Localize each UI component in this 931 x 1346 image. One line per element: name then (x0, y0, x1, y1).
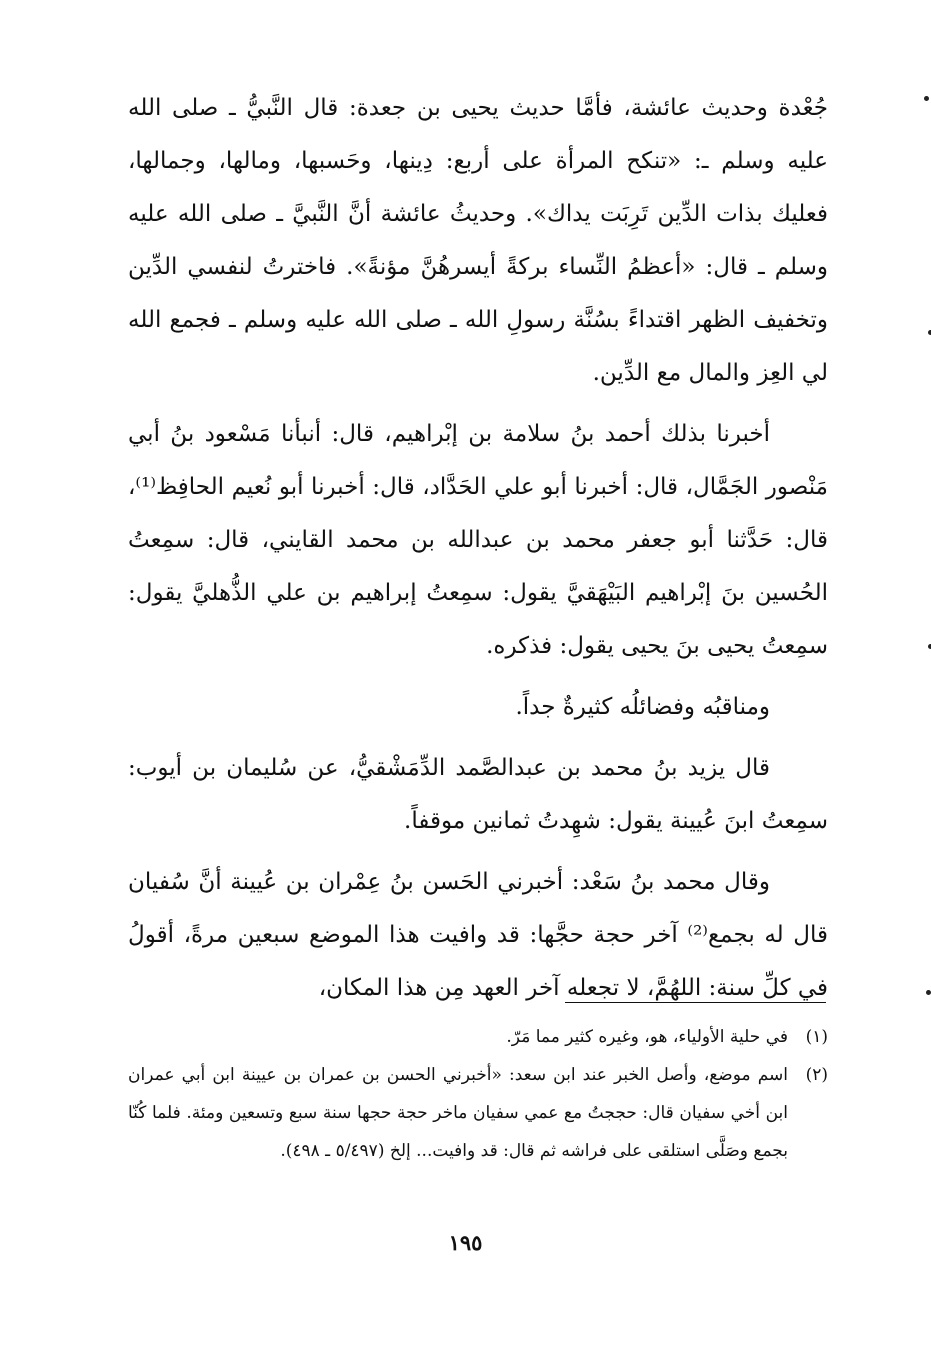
margin-mark (924, 96, 929, 101)
footnote-1 (128, 1018, 828, 1056)
footnote-number: (٢) (805, 1065, 828, 1085)
main-text-body (128, 82, 828, 1023)
paragraph-1: جُعْدة وحديث عائشة، فأمَّا حديث يحيى بن جعدة: قال النَّبيُّ ـ صلى الله عليه وسلم ـ: «تنكح المرأة على أربع: دِينها، وحَسبها، ومالها، وجمالها، فعليك بذات الدِّين تَرِبَت يداك». وحديثُ عائشة أنَّ النَّبيَّ ـ صلى الله عليه وسلم ـ قال: «أعظمُ النِّساء بركةً أيسرهُنَّ مؤنةً». فاخترتُ لنفسي الدِّين وتخفيف الظهر اقتداءً بسُنَّة رسولِ الله ـ صلى الله عليه وسلم ـ فجمع الله لي العِز والمال مع الدِّين. (128, 95, 828, 386)
paragraph-4: قال يزيد بنُ محمد بن عبدالصَّمد الدِّمَشْقيُّ، عن سُليمان بن أيوب: سمِعتُ ابنَ عُيينة يقول: شهِدتُ ثمانين موقفاً. (128, 755, 828, 834)
footnote-text: اسم موضع، وأصل الخبر عند ابن سعد: «أخبرني الحسن بن عمران بن عيينة ابن أبي عمران ابن أخي سفيان قال: حججتُ مع عمي سفيان ماخر حجة حجها سنة سبع وتسعين ومئة. فلما كُنّا بجمع وصَلَّى استلقى على فراشه ثم قال: قد وافيت... إلخ (٥/٤٩٧ ـ ٤٩٨). (128, 1065, 788, 1161)
footnote-2 (128, 1056, 828, 1170)
paragraph-2: أخبرنا بذلك أحمد بنُ سلامة بن إبْراهيم، قال: أنبأنا مَسْعود بنُ أبي مَنْصور الجَمَّال، قال: أخبرنا أبو علي الحَدَّاد، قال: أخبرنا أبو نُعيم الحافِظ⁽¹⁾، قال: حَدَّثنا أبو جعفر محمد بن عبدالله بن محمد القايني، قال: سمِعتُ الحُسين بنَ إبْراهيم البَيْهَقيَّ يقول: سمِعتُ إبراهيم بن علي الذُّهليَّ يقول: سمِعتُ يحيى بنَ يحيى يقول: فذكره. (128, 421, 828, 659)
margin-mark (926, 990, 931, 995)
paragraph-5: وقال محمد بنُ سَعْد: أخبرني الحَسن بنُ عِمْران بن عُيينة أنَّ سُفيان قال له بجمع⁽²⁾ آخر حجة حجَّها: قد وافيت هذا الموضع سبعين مرةً، أقولُ في كلِّ سنة: اللهُمَّ، لا تجعله آخر العهد مِن هذا المكان، (128, 869, 828, 1001)
footnotes (128, 1018, 828, 1170)
footnote-separator (565, 1002, 826, 1003)
paragraph-3: ومناقبُه وفضائلُه كثيرةٌ جداً. (515, 694, 770, 720)
page-number: ١٩٥ (448, 1230, 483, 1255)
footnote-text: في حلية الأولياء، هو، وغيره كثير مما مَرّ. (506, 1027, 788, 1047)
footnote-number: (١) (805, 1027, 828, 1047)
